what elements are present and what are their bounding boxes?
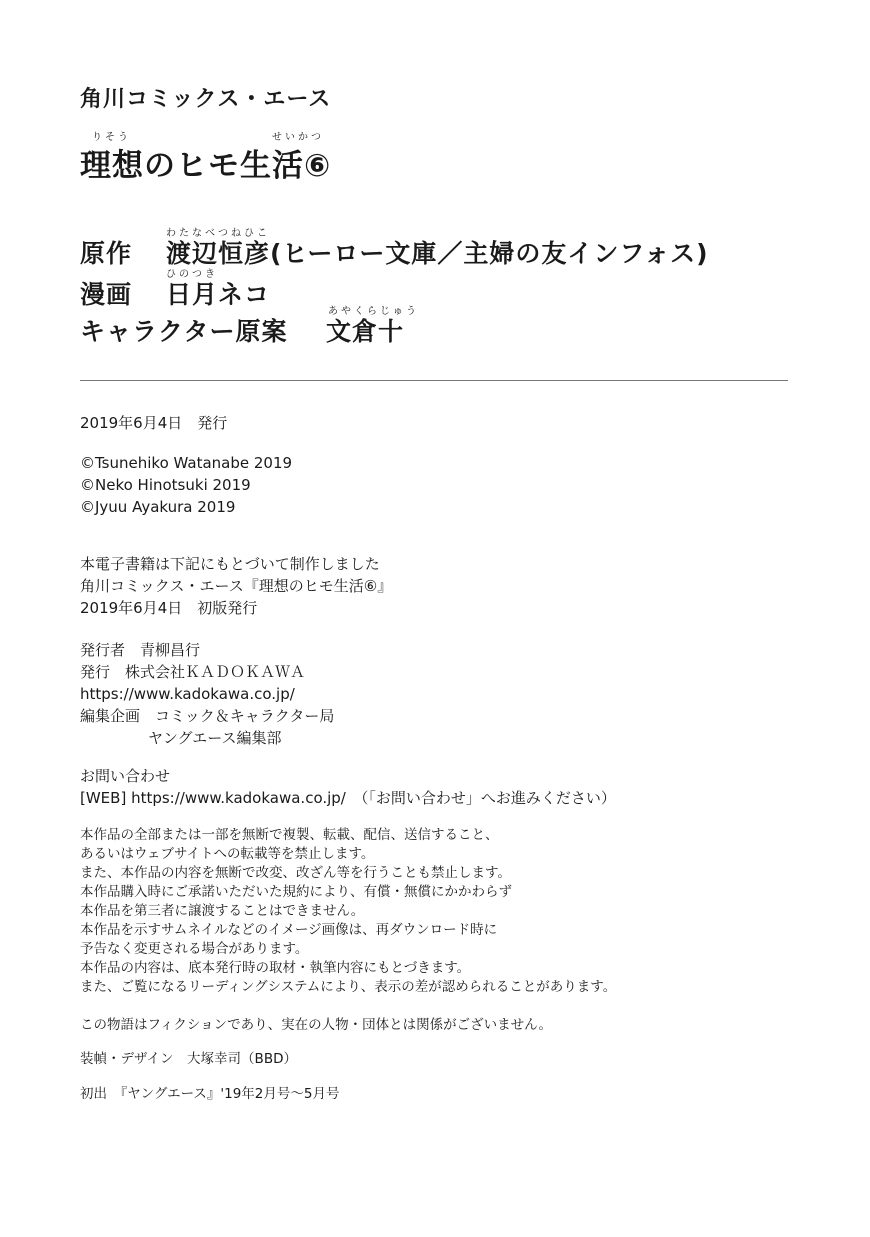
publisher-info — [80, 639, 334, 749]
legal-line: また、ご覧になるリーディングシステムにより、表示の差が認められることがあります。 — [80, 979, 617, 995]
inquiry-line: [WEB] https://www.kadokawa.co.jp/ （「お問い合わせ」へお進みください） — [80, 789, 616, 807]
ebook-note-line: 本電子書籍は下記にもとづいて制作しました — [80, 555, 380, 573]
publisher-line: 発行者 青柳昌行 — [80, 641, 201, 659]
legal-notice — [80, 826, 616, 997]
ebook-note-line: 2019年6月4日 初版発行 — [80, 599, 258, 617]
inquiry-heading: お問い合わせ — [80, 767, 171, 785]
first-publication: 初出 『ヤングエース』'19年2月号～5月号 — [80, 1086, 340, 1102]
ebook-note-line: 角川コミックス・エース『理想のヒモ生活⑥』 — [80, 577, 393, 595]
legal-line: あるいはウェブサイトへの転載等を禁止します。 — [80, 846, 375, 862]
legal-line: また、本作品の内容を無断で改変、改ざん等を行うことも禁止します。 — [80, 865, 511, 881]
copyright-line: ©Tsunehiko Watanabe 2019 — [80, 454, 293, 472]
legal-line: 本作品購入時にご承諾いただいた規約により、有償・無償にかかわらず — [80, 884, 512, 900]
publisher-url: https://www.kadokawa.co.jp/ — [80, 685, 295, 703]
manga-artist: 日月ネコ — [166, 280, 271, 309]
title-ruby-riso: りそう — [92, 132, 131, 143]
manga-artist-ruby: ひのつき — [166, 269, 218, 280]
character-design-role: キャラクター原案 — [80, 317, 288, 346]
legal-line: 本作品の全部または一部を無断で複製、転載、配信、送信すること、 — [80, 827, 499, 843]
publisher-line: ヤングエース編集部 — [148, 729, 282, 747]
character-designer-ruby: あやくらじゅう — [328, 306, 419, 317]
imprint-label: 角川コミックス・エース — [80, 87, 332, 112]
legal-line: 本作品を第三者に譲渡することはできません。 — [80, 903, 365, 919]
fiction-note: この物語はフィクションであり、実在の人物・団体とは関係がございません。 — [80, 1017, 552, 1033]
copyright-list — [80, 452, 292, 518]
ebook-note — [80, 553, 392, 619]
book-title: 理想のヒモ生活⑥ — [80, 148, 332, 184]
title-ruby-seikatsu: せいかつ — [272, 132, 324, 143]
legal-line: 本作品の内容は、底本発行時の取材・執筆内容にもとづきます。 — [80, 960, 471, 976]
publisher-line: 発行 株式会社ＫＡＤＯＫＡＷＡ — [80, 663, 306, 681]
manga-role: 漫画 — [80, 280, 133, 309]
character-designer: 文倉十 — [326, 317, 405, 346]
divider-rule — [80, 380, 788, 381]
legal-line: 本作品を示すサムネイルなどのイメージ画像は、再ダウンロード時に — [80, 922, 498, 938]
publish-date: 2019年6月4日 発行 — [80, 414, 228, 432]
copyright-line: ©Neko Hinotsuki 2019 — [80, 476, 251, 494]
publisher-line: 編集企画 コミック＆キャラクター局 — [80, 707, 335, 725]
original-author-ruby: わたなべつねひこ — [166, 228, 270, 239]
original-role: 原作 — [80, 239, 133, 268]
original-author: 渡辺恒彦(ヒーロー文庫／主婦の友インフォス) — [166, 239, 709, 268]
design-credit: 装幀・デザイン 大塚幸司（BBD） — [80, 1051, 297, 1067]
legal-line: 予告なく変更される場合があります。 — [80, 941, 309, 957]
copyright-line: ©Jyuu Ayakura 2019 — [80, 498, 236, 516]
